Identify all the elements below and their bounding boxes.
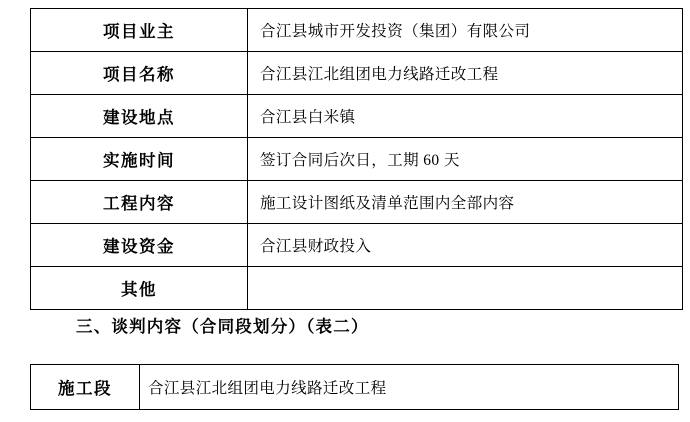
project-info-table-body — [31, 9, 683, 310]
row-label: 项目名称 — [31, 52, 248, 95]
row-value: 签订合同后次日，工期 60 天 — [248, 138, 683, 181]
contract-section-table — [30, 364, 679, 410]
row-value: 合江县江北组团电力线路迁改工程 — [248, 52, 683, 95]
table-row — [31, 138, 683, 181]
project-info-table — [30, 8, 683, 310]
table-row — [31, 95, 683, 138]
row-label: 其他 — [31, 267, 248, 310]
table-row — [31, 365, 679, 410]
row-label: 工程内容 — [31, 181, 248, 224]
table-row — [31, 181, 683, 224]
row-label: 项目业主 — [31, 9, 248, 52]
table-row — [31, 267, 683, 310]
row-value: 合江县江北组团电力线路迁改工程 — [140, 365, 679, 410]
row-label: 建设资金 — [31, 224, 248, 267]
row-value: 合江县城市开发投资（集团）有限公司 — [248, 9, 683, 52]
row-value: 合江县白米镇 — [248, 95, 683, 138]
row-label: 实施时间 — [31, 138, 248, 181]
table-row — [31, 224, 683, 267]
contract-section-table-body — [31, 365, 679, 410]
table-row — [31, 9, 683, 52]
row-value: 合江县财政投入 — [248, 224, 683, 267]
row-label: 建设地点 — [31, 95, 248, 138]
table-row — [31, 52, 683, 95]
row-label: 施工段 — [31, 365, 140, 410]
row-value: 施工设计图纸及清单范围内全部内容 — [248, 181, 683, 224]
row-value — [248, 267, 683, 310]
section-heading: 三、谈判内容（合同段划分）（表二） — [76, 317, 369, 336]
